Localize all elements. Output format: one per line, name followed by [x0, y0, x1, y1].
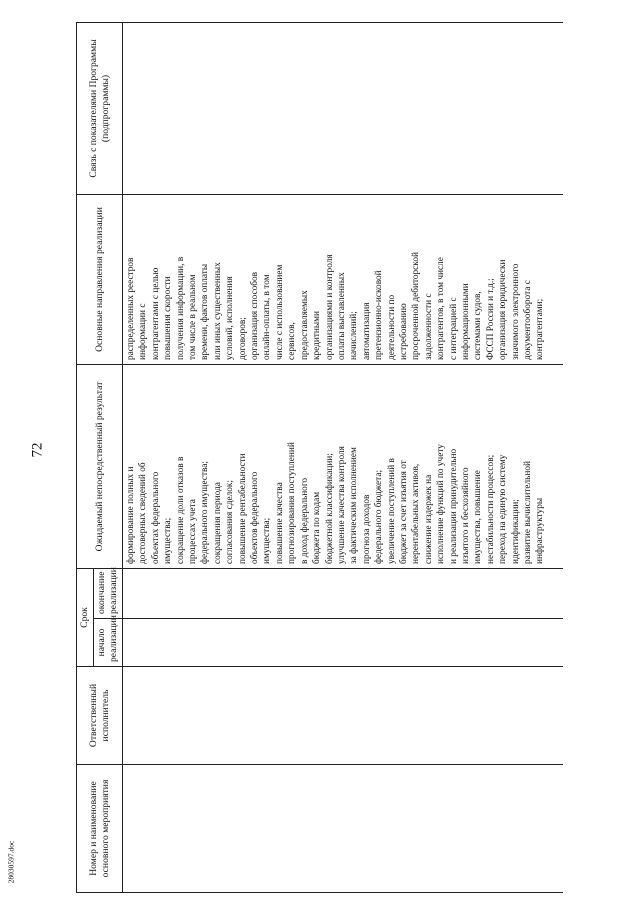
page-number: 72: [29, 442, 46, 458]
text-line: организациями и контроля: [324, 254, 335, 360]
text-line: контрагентами с целью: [150, 267, 161, 360]
text-line: переход на единую систему: [498, 454, 509, 564]
text-line: снижение издержек на: [423, 474, 434, 564]
cell-term-end: [123, 569, 563, 619]
text-line: бюджетной классификации;: [324, 453, 335, 564]
text-line: распределенных реестров: [126, 257, 136, 360]
cell-number: [123, 765, 563, 893]
text-line: имущества;: [262, 517, 273, 564]
text-line: нерентабельных активов,: [411, 463, 422, 564]
text-line: истребованию: [398, 303, 409, 360]
text-line: развитие вычислительной: [523, 461, 533, 564]
header-directions: Основные направления реализации: [77, 195, 123, 365]
text-line: кредитными: [312, 310, 323, 360]
text-line: инфраструктуры: [535, 497, 546, 564]
text-line: увеличение поступлений в: [386, 458, 397, 564]
text-line: задолженности с: [423, 293, 434, 360]
cell-directions: [123, 195, 563, 365]
text-line: в доход федерального: [299, 477, 310, 564]
text-line: условий, исполнения: [225, 276, 236, 360]
header-link: Связь с показателями Программы (подпрограммы): [77, 23, 123, 195]
text-line: сокращение доли отказов в: [175, 456, 186, 564]
text-line: согласования сделок;: [225, 480, 236, 564]
text-line: документооборота с: [523, 280, 533, 360]
text-line: повышение качества: [274, 482, 285, 564]
text-line: системами судов,: [473, 291, 484, 360]
text-line: онлайн-оплаты, в том: [262, 274, 273, 360]
text-line: улучшение качества контроля: [336, 446, 347, 564]
text-line: прогнозирования поступлений: [287, 442, 298, 564]
text-line: претензионно-исковой: [374, 270, 385, 360]
text-line: бюджет за счет изъятия от: [398, 460, 409, 564]
text-line: времени, фактов оплаты: [200, 263, 211, 360]
text-line: имущества;: [163, 517, 174, 564]
header-term-end: окончание реализации: [94, 569, 123, 619]
text-line: формирование полных и: [126, 466, 136, 564]
text-line: контрагентов, в том числе: [436, 257, 447, 360]
header-number: Номер и наименование основного мероприятия: [77, 765, 123, 893]
text-line: изъятого и бесхозяйного: [460, 467, 471, 564]
text-line: сокращения периода: [212, 482, 223, 564]
text-line: числе с использованием: [274, 264, 285, 360]
text-line: имущества, повышение: [473, 470, 484, 564]
text-line: автоматизация: [361, 302, 372, 360]
text-line: федерального имущества;: [200, 461, 211, 564]
text-line: объектах федерального: [150, 471, 161, 564]
text-line: контрагентами;: [535, 298, 546, 360]
header-responsible: Ответственный исполнитель: [77, 667, 123, 765]
text-line: деятельности по: [386, 294, 397, 360]
text-line: предоставляемых: [299, 290, 310, 360]
text-line: организация способов: [250, 271, 261, 360]
text-line: организация юридически: [498, 259, 509, 360]
text-line: сервисов,: [287, 322, 298, 360]
cell-responsible: [123, 667, 563, 765]
text-line: повышения скорости: [163, 276, 174, 360]
text-line: оплаты выставленных: [336, 272, 347, 360]
text-line: просроченной дебиторской: [411, 252, 422, 360]
text-line: нестабильности процессов;: [485, 454, 496, 564]
header-term-start: начало реализации: [94, 619, 123, 667]
text-line: с интеграцией с: [448, 297, 459, 360]
text-line: федерального бюджета;: [374, 469, 385, 564]
text-line: или иных существенных: [212, 262, 223, 360]
cell-link: [123, 23, 563, 195]
text-line: значимого электронного: [510, 263, 521, 360]
cell-term-start: [123, 619, 563, 667]
text-line: исполнение функций по учету: [436, 444, 447, 564]
rotated-table-wrapper: [76, 23, 616, 893]
text-line: информации с: [138, 303, 149, 360]
measures-table: [76, 22, 563, 893]
text-line: объектов федерального: [250, 471, 261, 564]
header-term: Срок: [77, 569, 94, 667]
text-line: прогноза доходов: [361, 494, 372, 564]
text-line: идентификации;: [510, 499, 521, 564]
text-line: ФССП России и т.д.;: [485, 278, 496, 360]
text-line: и реализации принудительно: [448, 448, 459, 564]
text-line: повышение рентабельности: [237, 453, 248, 564]
text-line: бюджета по кодам: [312, 491, 323, 564]
text-line: процессах учета: [188, 499, 199, 564]
table-row: [123, 23, 563, 893]
text-line: начислений;: [349, 311, 360, 360]
text-line: информационными: [460, 283, 471, 360]
text-line: достоверных сведений об: [138, 462, 149, 564]
text-line: получения информации, в: [175, 256, 186, 360]
header-result: Ожидаемый непосредственный результат: [77, 365, 123, 569]
document-filename: 28030597.doc: [6, 840, 16, 884]
text-line: том числе в реальном: [188, 274, 199, 360]
text-line: за фактическим исполнением: [349, 447, 360, 564]
cell-result: [123, 365, 563, 569]
text-line: договоров;: [237, 317, 248, 360]
